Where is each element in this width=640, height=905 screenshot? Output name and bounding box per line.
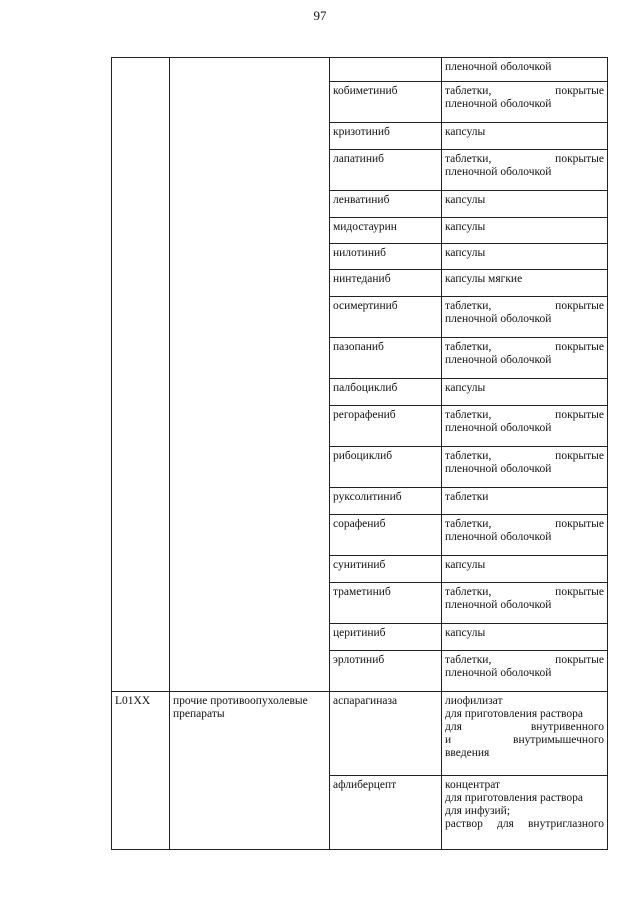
dosage-form-cell [442, 218, 608, 244]
dosage-form-line: раствор для внутриглазного [445, 818, 604, 830]
dosage-form-cell [442, 447, 608, 488]
drug-name-cell: ленватиниб [330, 191, 442, 218]
drug-name-cell: церитиниб [330, 624, 442, 651]
atc-code-cell: L01XX [112, 692, 170, 850]
dosage-form-cell [442, 515, 608, 556]
drug-name-cell: траметиниб [330, 583, 442, 624]
drug-name-cell: лапатиниб [330, 150, 442, 191]
dosage-form-line: таблетки, покрытые [445, 300, 604, 312]
dosage-form-line: пленочной оболочкой [445, 61, 552, 73]
dosage-form-line: лиофилизат [445, 695, 503, 707]
dosage-form-line: для инфузий; [445, 805, 511, 817]
dosage-form-line: таблетки, покрытые [445, 654, 604, 666]
atc-code-cell [112, 58, 170, 692]
dosage-form-cell [442, 488, 608, 515]
dosage-form-cell [442, 191, 608, 218]
dosage-form-cell [442, 82, 608, 123]
dosage-form-line: таблетки [445, 491, 489, 503]
dosage-form-cell [442, 406, 608, 447]
drug-name-cell: рибоциклиб [330, 447, 442, 488]
drug-name-cell [330, 58, 442, 82]
drug-name-cell: сорафениб [330, 515, 442, 556]
dosage-form-line: для внутривенного [445, 721, 604, 733]
dosage-form-line: капсулы [445, 559, 486, 571]
drug-name-cell: пазопаниб [330, 338, 442, 379]
dosage-form-cell [442, 776, 608, 850]
dosage-form-line: концентрат [445, 779, 501, 791]
dosage-form-line: пленочной оболочкой [445, 98, 552, 110]
dosage-form-cell [442, 58, 608, 82]
dosage-form-line: пленочной оболочкой [445, 531, 552, 543]
dosage-form-cell [442, 270, 608, 297]
dosage-form-line: пленочной оболочкой [445, 599, 552, 611]
dosage-form-line: таблетки, покрытые [445, 409, 604, 421]
dosage-form-line: пленочной оболочкой [445, 166, 552, 178]
dosage-form-line: пленочной оболочкой [445, 667, 552, 679]
dosage-form-line: капсулы [445, 382, 486, 394]
dosage-form-line: для приготовления раствора [445, 792, 583, 804]
dosage-form-line: таблетки, покрытые [445, 518, 604, 530]
drug-table [111, 57, 608, 850]
drug-name-cell: афлиберцепт [330, 776, 442, 850]
dosage-form-cell [442, 583, 608, 624]
drug-name-cell: палбоциклиб [330, 379, 442, 406]
table-row [112, 58, 608, 82]
dosage-form-cell [442, 624, 608, 651]
group-name-cell [170, 58, 330, 692]
page-number: 97 [313, 8, 327, 23]
table-row [112, 692, 608, 776]
dosage-form-line: таблетки, покрытые [445, 153, 604, 165]
dosage-form-cell [442, 379, 608, 406]
dosage-form-cell [442, 338, 608, 379]
drug-name-cell: аспарагиназа [330, 692, 442, 776]
drug-name-cell: нилотиниб [330, 244, 442, 270]
dosage-form-line: введения [445, 747, 490, 759]
dosage-form-line: таблетки, покрытые [445, 450, 604, 462]
dosage-form-cell [442, 556, 608, 583]
dosage-form-line: капсулы [445, 221, 486, 233]
dosage-form-line: капсулы [445, 247, 486, 259]
dosage-form-line: пленочной оболочкой [445, 354, 552, 366]
dosage-form-cell [442, 244, 608, 270]
drug-name-cell: кризотиниб [330, 123, 442, 150]
dosage-form-cell [442, 297, 608, 338]
dosage-form-cell [442, 123, 608, 150]
dosage-form-line: таблетки, покрытые [445, 85, 604, 97]
dosage-form-cell [442, 150, 608, 191]
drug-name-cell: регорафениб [330, 406, 442, 447]
drug-name-cell: нинтеданиб [330, 270, 442, 297]
dosage-form-cell [442, 692, 608, 776]
dosage-form-line: капсулы мягкие [445, 273, 523, 285]
drug-name-cell: сунитиниб [330, 556, 442, 583]
dosage-form-line: пленочной оболочкой [445, 313, 552, 325]
dosage-form-line: пленочной оболочкой [445, 422, 552, 434]
drug-name-cell: осимертиниб [330, 297, 442, 338]
dosage-form-line: и внутримышечного [445, 734, 604, 746]
drug-name-cell: руксолитиниб [330, 488, 442, 515]
dosage-form-line: таблетки, покрытые [445, 586, 604, 598]
drug-name-cell: эрлотиниб [330, 651, 442, 692]
dosage-form-cell [442, 651, 608, 692]
drug-name-cell: мидостаурин [330, 218, 442, 244]
drug-name-cell: кобиметиниб [330, 82, 442, 123]
dosage-form-line: капсулы [445, 194, 486, 206]
dosage-form-line: капсулы [445, 126, 486, 138]
dosage-form-line: капсулы [445, 627, 486, 639]
dosage-form-line: пленочной оболочкой [445, 463, 552, 475]
dosage-form-line: для приготовления раствора [445, 708, 583, 720]
group-name-cell: прочие противоопухолевые препараты [170, 692, 330, 850]
dosage-form-line: таблетки, покрытые [445, 341, 604, 353]
